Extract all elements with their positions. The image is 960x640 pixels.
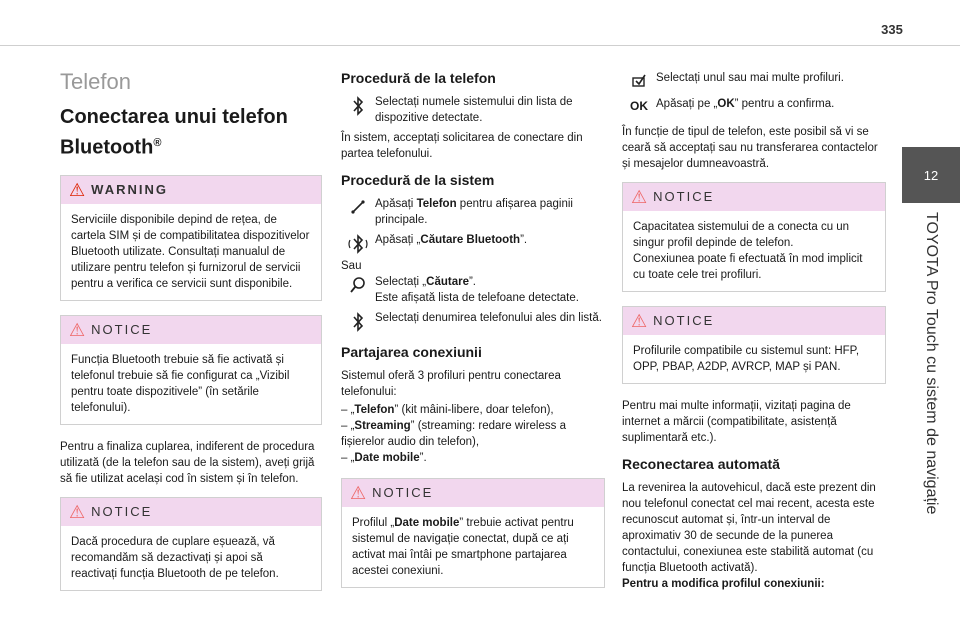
- column-1: [60, 70, 322, 605]
- step-text: Selectați denumirea telefonului ales din listă.: [375, 312, 602, 324]
- paragraph: În funcție de tipul de telefon, este posibil să vi se ceară să acceptați sau nu transferarea contactelor și mesajelor dumneavoastră.: [622, 126, 878, 170]
- heading-system-procedure: Procedură de la sistem: [341, 172, 495, 188]
- column-3: [622, 70, 886, 602]
- notice-text: Dacă procedura de cuplare eșuează, vă recomandăm să dezactivați și apoi să reactivați funcția Bluetooth de pe telefon.: [71, 535, 279, 580]
- warning-box: [60, 175, 322, 301]
- step-text: Selectați numele sistemului din lista de dispozitive detectate.: [375, 96, 573, 124]
- paragraph: La revenirea la autovehicul, dacă este prezent din nou telefonul conectat cel mai recent, acesta este recunoscut automat și, într-un interval de aproximativ 30 de secunde de la punerea contactului, conexiunea este stabilită automat (cu funcția Bluetooth activată).: [622, 482, 876, 574]
- warning-text: Serviciile disponibile depind de rețea, de cartela SIM și de compatibilitatea dispozitivelor Bluetooth utilizate. Consultați manualul de utilizare pentru telefon și furnizorul de servicii pentru a verifica ce servicii sunt disponibile.: [71, 213, 310, 290]
- bluetooth-icon: [351, 312, 365, 332]
- notice-label: NOTICE: [372, 485, 434, 500]
- notice-text: Funcția Bluetooth trebuie să fie activată și telefonul trebuie să fie configurat ca „Vizibil pentru toate dispozitivele” (în setările telefonului).: [71, 353, 290, 414]
- ok-icon: OK: [630, 99, 648, 113]
- warning-icon: ⚠: [69, 179, 86, 200]
- notice-label: NOTICE: [653, 313, 715, 328]
- notice-box: [622, 182, 886, 292]
- bluetooth-icon: [351, 96, 365, 116]
- paragraph: Pentru mai multe informații, vizitați pagina de internet a mărcii (compatibilitate, asistență suplimentară etc.).: [622, 400, 851, 444]
- top-divider: [0, 45, 960, 46]
- notice-text: Profilurile compatibile cu sistemul sunt: HFP, OPP, PBAP, A2DP, AVRCP, MAP și PAN.: [633, 345, 860, 373]
- paragraph: Sistemul oferă 3 profiluri pentru conectarea telefonului:: [341, 370, 561, 398]
- notice-icon: ⚠: [350, 483, 367, 503]
- section-title: Telefon: [60, 69, 131, 94]
- notice-label: NOTICE: [91, 503, 153, 519]
- step-text: Apăsați Telefon pentru afișarea paginii principale.: [375, 198, 573, 226]
- notice-text: Capacitatea sistemului de a conecta cu un singur profil depinde de telefon. Conexiunea poate fi efectuată în mod implicit cu toate cele trei profiluri.: [633, 221, 863, 281]
- list-item: – „Date mobile”.: [341, 452, 427, 464]
- list-item: – „Streaming” (streaming: redare wireless a fișierelor audio din telefon),: [341, 420, 566, 448]
- search-icon: [349, 276, 367, 294]
- page-title: Conectarea unui telefon Bluetooth®: [60, 106, 288, 159]
- step-text: Selectați unul sau mai multe profiluri.: [656, 72, 844, 84]
- column-2: [341, 70, 605, 602]
- bluetooth-search-icon: [347, 234, 369, 254]
- notice-icon: ⚠: [69, 501, 86, 522]
- chapter-title: TOYOTA Pro Touch cu sistem de navigație: [923, 212, 940, 515]
- notice-box: [60, 497, 322, 591]
- phone-icon: [349, 198, 367, 216]
- notice-icon: ⚠: [631, 311, 648, 331]
- notice-text: Profilul „Date mobile” trebuie activat pentru sistemul de navigație conectat, după ce ați activat mai întâi pe smartphone partajarea acestei conexiuni.: [352, 517, 574, 577]
- heading-auto-reconnect: Reconectarea automată: [622, 456, 780, 472]
- chapter-title-vertical: [902, 212, 960, 612]
- chapter-tab: [902, 147, 960, 203]
- warning-label: WARNING: [91, 181, 168, 197]
- or-text: Sau: [341, 260, 362, 272]
- notice-icon: ⚠: [631, 187, 648, 207]
- notice-label: NOTICE: [653, 189, 715, 204]
- notice-box: [622, 306, 886, 384]
- chapter-number: 12: [923, 167, 939, 183]
- paragraph-bold: Pentru a modifica profilul conexiunii:: [622, 578, 825, 590]
- notice-box: [341, 478, 605, 588]
- step-text: Selectați „Căutare”. Este afișată lista de telefoane detectate.: [375, 276, 579, 304]
- checkbox-icon: [631, 72, 647, 88]
- notice-box: [60, 315, 322, 425]
- step-text: Apăsați pe „OK” pentru a confirma.: [656, 98, 835, 110]
- heading-connection-sharing: Partajarea conexiunii: [341, 344, 482, 360]
- paragraph: În sistem, acceptați solicitarea de conectare din partea telefonului.: [341, 132, 583, 160]
- page-number: 335: [881, 22, 903, 37]
- heading-phone-procedure: Procedură de la telefon: [341, 70, 496, 86]
- paragraph: Pentru a finaliza cuplarea, indiferent de procedura utilizată (de la telefon sau de la sistem), aveți grijă să fie utilizat același cod în sistem și în telefon.: [60, 440, 315, 485]
- notice-icon: ⚠: [69, 319, 86, 340]
- notice-label: NOTICE: [91, 321, 153, 337]
- list-item: – „Telefon” (kit mâini-libere, doar telefon),: [341, 404, 554, 416]
- step-text: Apăsați „Căutare Bluetooth”.: [375, 234, 528, 246]
